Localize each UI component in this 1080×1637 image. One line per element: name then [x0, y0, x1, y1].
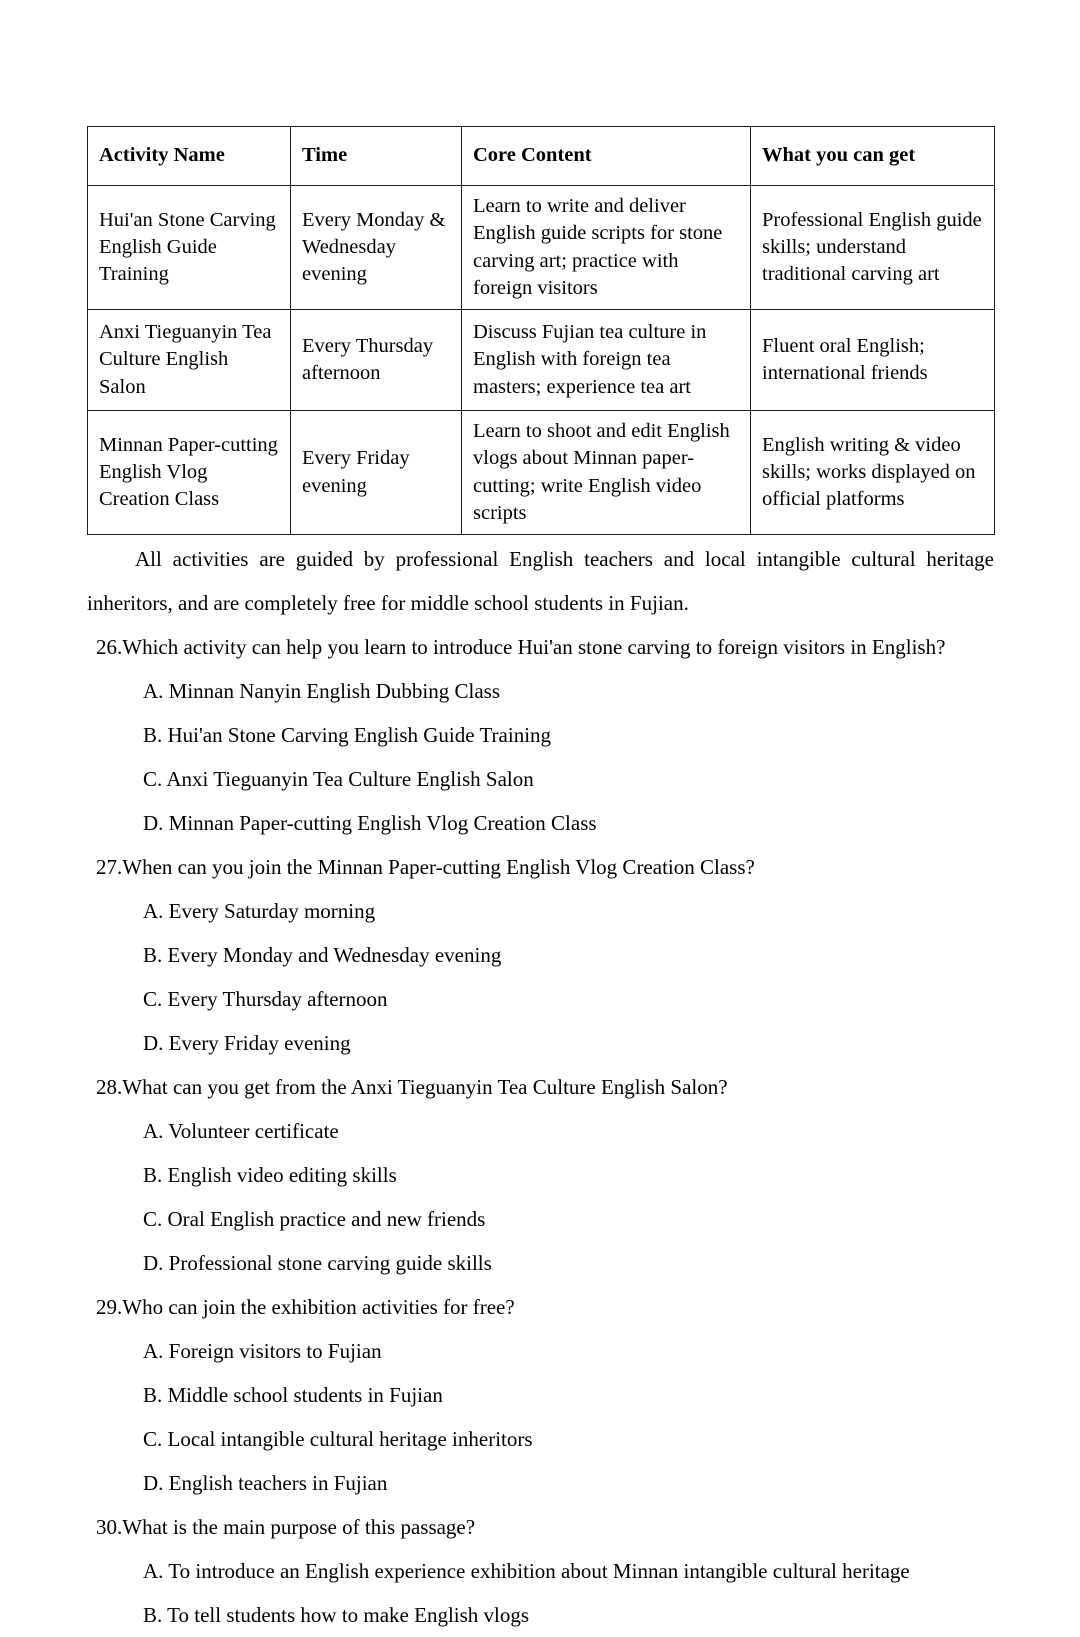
- question-26-option-d[interactable]: D. Minnan Paper-cutting English Vlog Creation Class: [143, 811, 597, 835]
- table-row: [88, 310, 995, 411]
- table-row: [88, 186, 995, 310]
- cell-core-content: Learn to write and deliver English guide scripts for stone carving art; practice with foreign visitors: [462, 186, 751, 310]
- table-header: [88, 127, 995, 186]
- cell-core-content: Learn to shoot and edit English vlogs about Minnan paper-cutting; write English video scripts: [462, 411, 751, 535]
- question-prompt-26: 26.Which activity can help you learn to introduce Hui'an stone carving to foreign visitors in English?: [96, 635, 946, 659]
- question-26-option-b[interactable]: B. Hui'an Stone Carving English Guide Training: [143, 723, 552, 747]
- question-28-option-a[interactable]: A. Volunteer certificate: [143, 1119, 339, 1143]
- question-26-option-c[interactable]: C. Anxi Tieguanyin Tea Culture English Salon: [143, 767, 534, 791]
- question-26-option-a[interactable]: A. Minnan Nanyin English Dubbing Class: [143, 679, 500, 703]
- column-header-what-you-can-get: What you can get: [751, 127, 995, 186]
- question-block-26: [87, 625, 994, 845]
- table-body: [88, 186, 995, 535]
- intro-paragraph-wrapper: [87, 537, 994, 625]
- question-29-option-d[interactable]: D. English teachers in Fujian: [143, 1471, 388, 1495]
- question-block-27: [87, 845, 994, 1065]
- activity-schedule-table: [87, 126, 995, 535]
- question-prompt-29: 29.Who can join the exhibition activities for free?: [96, 1295, 515, 1319]
- question-28-option-d[interactable]: D. Professional stone carving guide skills: [143, 1251, 492, 1275]
- cell-time: Every Thursday afternoon: [291, 310, 462, 411]
- question-27-option-b[interactable]: B. Every Monday and Wednesday evening: [143, 943, 502, 967]
- question-29-option-c[interactable]: C. Local intangible cultural heritage inheritors: [143, 1427, 533, 1451]
- question-block-29: [87, 1285, 994, 1505]
- question-block-28: [87, 1065, 994, 1285]
- cell-what-you-can-get: Fluent oral English; international friends: [751, 310, 995, 411]
- document-content: [87, 126, 994, 1637]
- cell-time: Every Friday evening: [291, 411, 462, 535]
- question-prompt-27: 27.When can you join the Minnan Paper-cutting English Vlog Creation Class?: [96, 855, 755, 879]
- question-28-option-b[interactable]: B. English video editing skills: [143, 1163, 397, 1187]
- cell-activity-name: Minnan Paper-cutting English Vlog Creation Class: [88, 411, 291, 535]
- question-27-option-d[interactable]: D. Every Friday evening: [143, 1031, 351, 1055]
- question-30-option-a[interactable]: A. To introduce an English experience exhibition about Minnan intangible cultural heritage: [143, 1559, 910, 1583]
- question-28-option-c[interactable]: C. Oral English practice and new friends: [143, 1207, 486, 1231]
- cell-activity-name: Hui'an Stone Carving English Guide Training: [88, 186, 291, 310]
- cell-what-you-can-get: Professional English guide skills; understand traditional carving art: [751, 186, 995, 310]
- question-27-option-c[interactable]: C. Every Thursday afternoon: [143, 987, 388, 1011]
- column-header-time: Time: [291, 127, 462, 186]
- table-row: [88, 411, 995, 535]
- question-29-option-b[interactable]: B. Middle school students in Fujian: [143, 1383, 443, 1407]
- question-30-option-b[interactable]: B. To tell students how to make English vlogs: [143, 1603, 530, 1627]
- question-27-option-a[interactable]: A. Every Saturday morning: [143, 899, 376, 923]
- table-header-row: [88, 127, 995, 186]
- cell-what-you-can-get: English writing & video skills; works displayed on official platforms: [751, 411, 995, 535]
- column-header-activity-name: Activity Name: [88, 127, 291, 186]
- question-29-option-a[interactable]: A. Foreign visitors to Fujian: [143, 1339, 382, 1363]
- question-prompt-30: 30.What is the main purpose of this passage?: [96, 1515, 476, 1539]
- cell-time: Every Monday & Wednesday evening: [291, 186, 462, 310]
- question-prompt-28: 28.What can you get from the Anxi Tieguanyin Tea Culture English Salon?: [96, 1075, 728, 1099]
- column-header-core-content: Core Content: [462, 127, 751, 186]
- intro-paragraph: All activities are guided by professional English teachers and local intangible cultural heritage inheritors, and are completely free for middle school students in Fujian.: [87, 547, 994, 615]
- question-block-30: [87, 1505, 994, 1637]
- cell-core-content: Discuss Fujian tea culture in English with foreign tea masters; experience tea art: [462, 310, 751, 411]
- cell-activity-name: Anxi Tieguanyin Tea Culture English Salon: [88, 310, 291, 411]
